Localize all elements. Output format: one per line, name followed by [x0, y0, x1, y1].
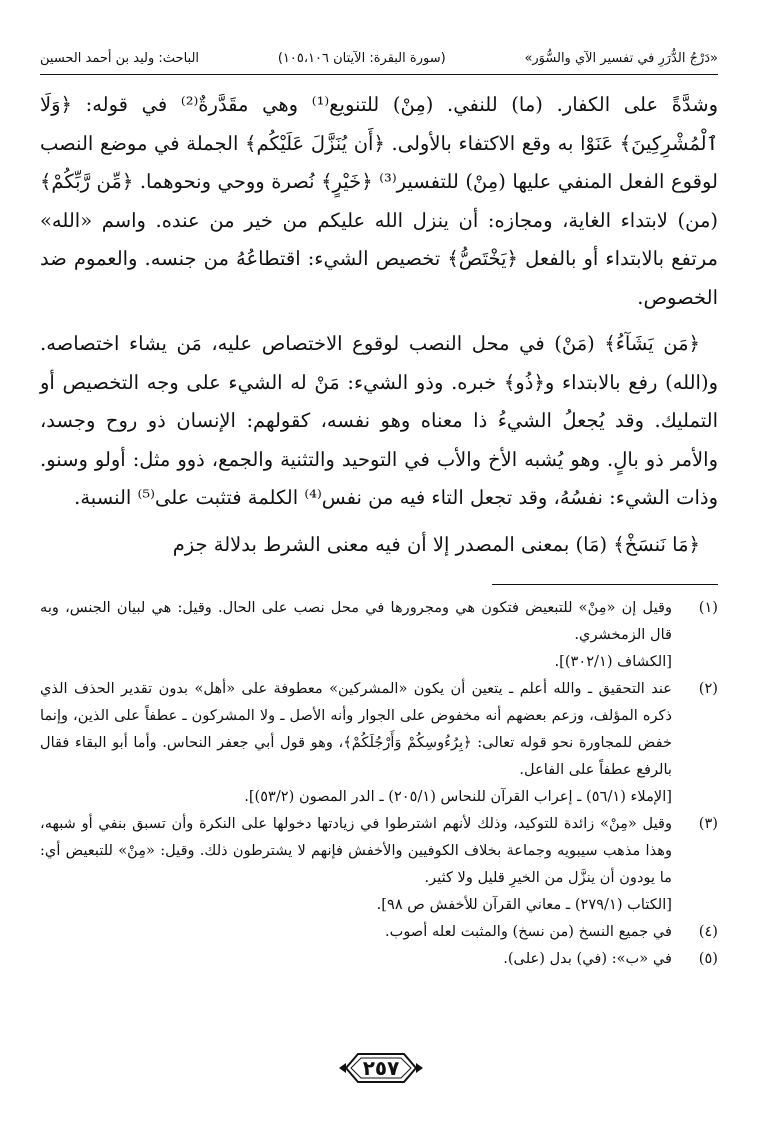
main-paragraph: وشدَّةً على الكفار. (ما) للنفي. (مِنْ) للتنويع⁽¹⁾ وهي مقَدَّرةٌ⁽²⁾ في قوله: ﴿وَلَا ٱلْمُشْرِكِينَ﴾ عَنَوْا به وقع الاكتفاء بالأولى. ﴿أَن يُنَزَّلَ عَلَيْكُم﴾ الجملة في موضع النصب لوقوع الفعل المنفي عليها (مِنْ) للتفسير⁽³⁾ ﴿خَيْرٍ﴾ نُصرة ووحي ونحوهما. ﴿مِّن رَّبِّكُمْ﴾ (من) لابتداء الغاية، ومجازه: أن ينزل الله عليكم من خير من عنده. واسم «الله» مرتفع بالابتداء أو بالفعل ﴿يَخْتَصُّ﴾ تخصيص الشيء: اقتطاعُهُ من جنسه. والعموم ضد الخصوص.	[40, 93, 718, 309]
footnote-item	[40, 810, 718, 918]
footnote-reference: [الإملاء (٥٦/١) ـ إعراب القرآن للنحاس (٢٠٥/١) ـ الدر المصون (٥٣/٢)].	[244, 788, 672, 805]
header-researcher: الباحث: وليد بن أحمد الحسين	[40, 50, 200, 66]
header-surah-reference: (سورة البقرة: الآيتان ١٠٥،١٠٦)	[277, 50, 446, 66]
footnote-number: (٢)	[698, 680, 718, 697]
footnote-item	[40, 675, 718, 810]
main-paragraph: ﴿مَن يَشَآءُ﴾ (مَنْ) في محل النصب لوقوع الاختصاص عليه، مَن يشاء اختصاصه. و(الله) رفع بالابتداء و﴿ذُو﴾ خبره. وذو الشيء: مَنْ له الشيء على وجه التخصيص أو التمليك. وقد يُجعلُ الشيءُ ذا معناه وهو نفسه، كقولهم: الإنسان ذو روح وجسد، والأمر ذو بالٍ. وهو يُشبه الأخ والأب في التوحيد والتثنية والجمع، ذوو مثل: أولو وسنو. وذات الشيء: نفسُهُ، وقد تجعل التاء فيه من نفس⁽⁴⁾ الكلمة فتثبت على⁽⁵⁾ النسبة.	[40, 332, 718, 509]
main-paragraph: ﴿مَا نَنسَخْ﴾ (مَا) بمعنى المصدر إلا أن فيه معنى الشرط بدلالة جزم	[172, 532, 700, 556]
running-header	[40, 44, 718, 72]
footnote-number: (٣)	[698, 815, 718, 832]
header-book-title: «دَرْجُ الدُّرَرِ في تفسير الآي والسُّوَر»	[524, 50, 718, 66]
main-text	[40, 86, 718, 572]
footnote-text: وقيل «مِنْ» زائدة للتوكيد، وذلك لأنهم اشترطوا في زيادتها دخولها على النكرة وأن تسبق بنفي أو شبهه، وهذا مذهب سيبويه وجماعة بخلاف الكوفيين والأخفش فإنهم لا يشترطون ذلك. وقيل: «مِنْ» للتبعيض أي: ما يودون أن ينزَّل من الخيرِ قليل ولا كثير.	[40, 815, 672, 886]
footnote-text: وقيل إن «مِنْ» للتبعيض فتكون هي ومجرورها في محل نصب على الحال. وقيل: هي لبيان الجنس، وبه قال الزمخشري.	[40, 599, 672, 643]
footnote-text: في جميع النسخ (من نسخ) والمثبت لعله أصوب.	[384, 923, 672, 940]
footnote-text: عند التحقيق ـ والله أعلم ـ يتعين أن يكون «المشركين» معطوفة على «أهل» بدون تقدير الحذف الذي ذكره المؤلف، وزعم بعضهم أنه مخفوض على الجوار وأنه الأصل ـ ولا المشركون ـ عطفاً على الذين، وإنما خفض للمجاورة نحو قوله تعالى: ﴿بِرُءُوسِكُمْ وَأَرْجُلَكُمْ﴾، وهو قول أبي جعفر النحاس. وأما أبو البقاء فقال بالرفع عطفاً على الفاعل.	[40, 680, 672, 778]
page-number-ornament	[338, 1050, 424, 1086]
footnote-reference: [الكتاب (٢٧٩/١) ـ معاني القرآن للأخفش ص ٩٨].	[376, 896, 672, 913]
footnote-reference: [الكشاف (٣٠٢/١)].	[554, 653, 672, 670]
footnote-item	[40, 945, 718, 972]
footnote-number: (٤)	[698, 923, 718, 940]
footnote-item	[40, 918, 718, 945]
footnote-number: (٥)	[698, 950, 718, 967]
footnote-number: (١)	[698, 599, 718, 616]
footnote-separator	[492, 584, 718, 585]
header-divider	[40, 74, 718, 75]
page-number: ٢٥٧	[362, 1056, 400, 1080]
footnotes	[40, 594, 718, 972]
footnote-text: في «ب»: (في) بدل (على).	[503, 950, 672, 967]
footnote-item	[40, 594, 718, 675]
